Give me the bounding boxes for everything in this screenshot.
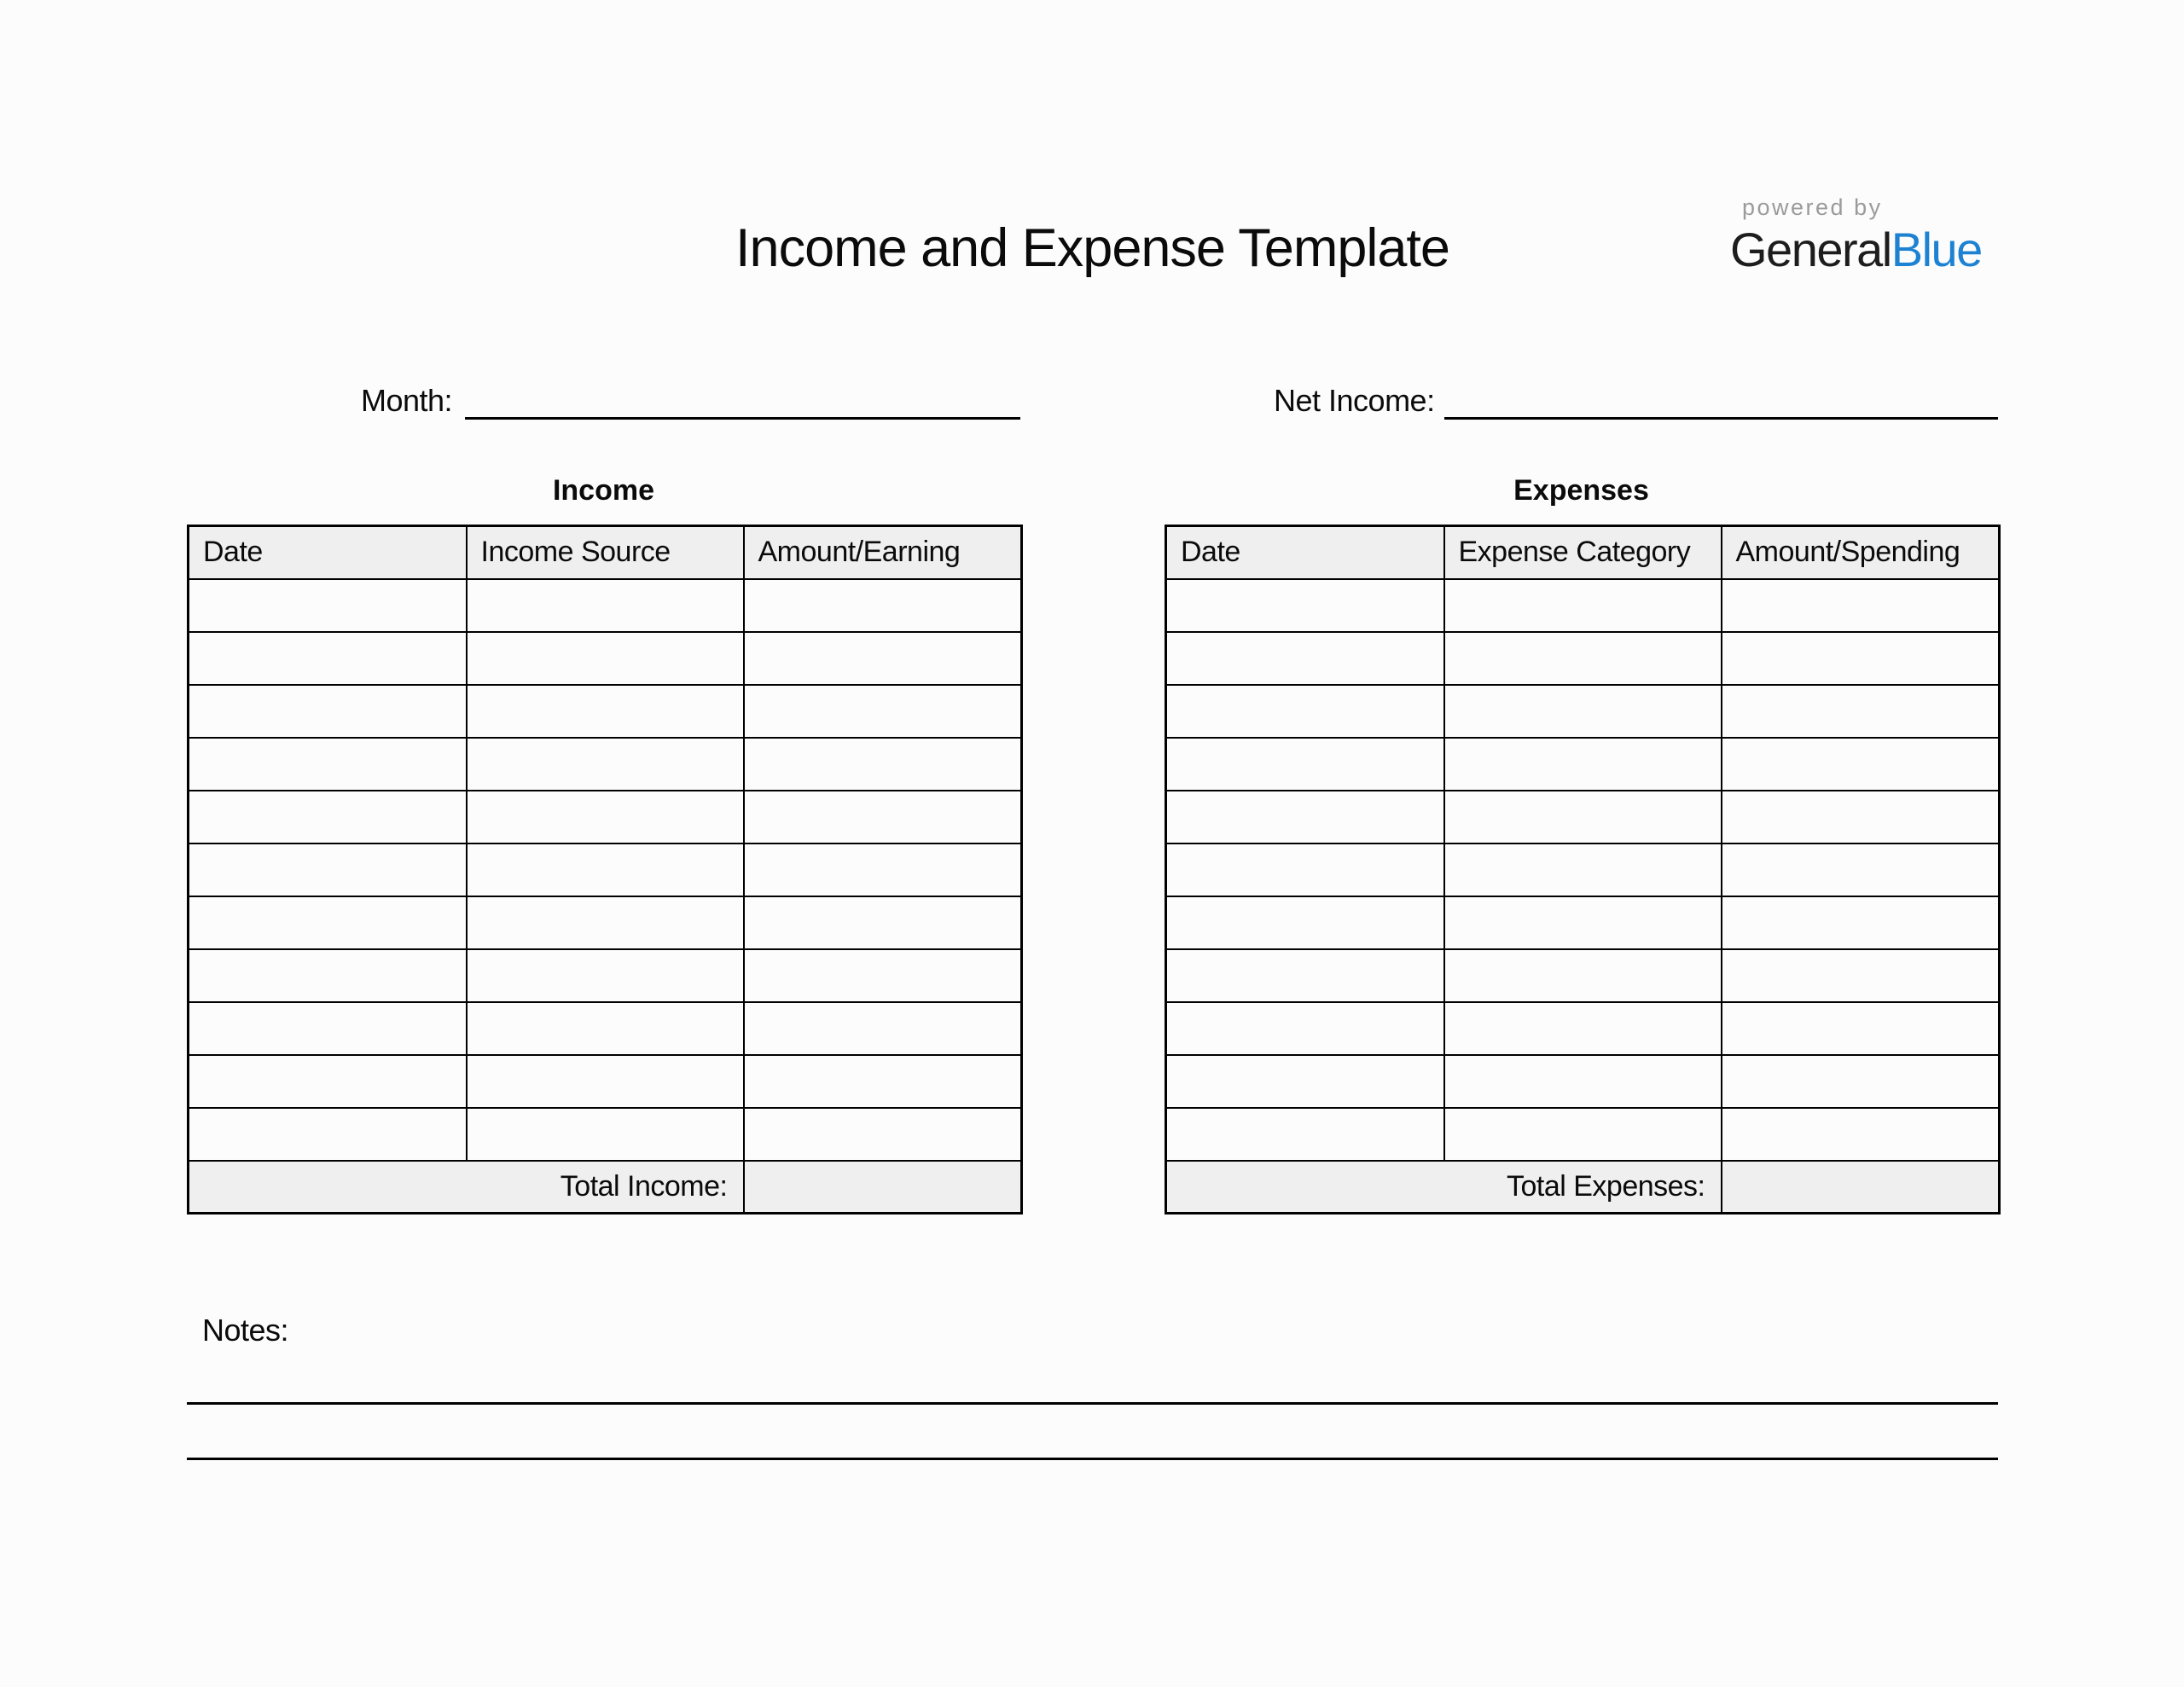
expenses-empty-cell-date [1166, 896, 1444, 949]
income-empty-row [189, 1055, 1022, 1108]
income-empty-cell-amount [744, 685, 1022, 738]
expenses-empty-cell-category [1444, 1002, 1722, 1055]
expenses-empty-cell-date [1166, 791, 1444, 844]
expenses-empty-cell-category [1444, 579, 1722, 632]
income-col-header-date: Date [189, 526, 467, 579]
net-income-fill-line [1444, 417, 1998, 420]
expenses-empty-cell-amount [1722, 579, 2000, 632]
income-empty-cell-date [189, 1055, 467, 1108]
income-empty-cell-source [467, 791, 744, 844]
powered-by-text: powered by [1742, 194, 1883, 220]
expenses-empty-row [1166, 632, 2000, 685]
income-empty-cell-amount [744, 579, 1022, 632]
income-empty-cell-source [467, 949, 744, 1002]
expenses-empty-cell-amount [1722, 632, 2000, 685]
income-empty-cell-amount [744, 896, 1022, 949]
income-empty-cell-date [189, 632, 467, 685]
expenses-empty-row [1166, 1002, 2000, 1055]
generalblue-logo [1730, 193, 2012, 276]
income-empty-cell-date [189, 949, 467, 1002]
expenses-empty-cell-date [1166, 949, 1444, 1002]
expenses-col-header-amount: Amount/Spending [1722, 526, 2000, 579]
page-title: Income and Expense Template [735, 218, 1449, 278]
expenses-empty-row [1166, 791, 2000, 844]
expenses-header-row [1166, 526, 2000, 579]
expenses-empty-cell-date [1166, 1055, 1444, 1108]
income-empty-cell-source [467, 579, 744, 632]
expenses-empty-cell-amount [1722, 896, 2000, 949]
income-empty-cell-date [189, 844, 467, 896]
income-empty-cell-date [189, 1002, 467, 1055]
expenses-empty-row [1166, 896, 2000, 949]
expenses-empty-cell-category [1444, 1055, 1722, 1108]
income-empty-cell-amount [744, 1002, 1022, 1055]
income-col-header-amount: Amount/Earning [744, 526, 1022, 579]
expenses-col-header-date: Date [1166, 526, 1444, 579]
expenses-empty-cell-amount [1722, 949, 2000, 1002]
expenses-empty-cell-amount [1722, 1055, 2000, 1108]
expenses-empty-cell-category [1444, 896, 1722, 949]
income-empty-row [189, 1108, 1022, 1161]
expenses-empty-row [1166, 685, 2000, 738]
net-income-label: Net Income: [1274, 383, 1435, 418]
expenses-empty-cell-category [1444, 738, 1722, 791]
expenses-empty-cell-category [1444, 632, 1722, 685]
income-table [187, 525, 1023, 1215]
expenses-empty-row [1166, 738, 2000, 791]
brand-wordmark [1730, 223, 2012, 276]
expenses-total-value-cell [1722, 1161, 2000, 1214]
income-empty-cell-date [189, 738, 467, 791]
income-empty-cell-source [467, 738, 744, 791]
expenses-empty-cell-date [1166, 1002, 1444, 1055]
income-empty-cell-amount [744, 844, 1022, 896]
income-header-row [189, 526, 1022, 579]
income-empty-row [189, 791, 1022, 844]
income-empty-row [189, 685, 1022, 738]
expenses-empty-cell-amount [1722, 791, 2000, 844]
expenses-empty-cell-amount [1722, 1002, 2000, 1055]
income-empty-cell-date [189, 791, 467, 844]
income-empty-row [189, 949, 1022, 1002]
expenses-table [1165, 525, 2001, 1215]
brand-general: General [1730, 223, 1891, 276]
expenses-empty-cell-amount [1722, 844, 2000, 896]
income-col-header-source: Income Source [467, 526, 744, 579]
income-empty-cell-date [189, 896, 467, 949]
income-empty-cell-amount [744, 738, 1022, 791]
expenses-empty-cell-category [1444, 1108, 1722, 1161]
income-empty-row [189, 579, 1022, 632]
expenses-empty-cell-date [1166, 844, 1444, 896]
notes-fill-line-1 [187, 1402, 1998, 1405]
income-empty-cell-amount [744, 1055, 1022, 1108]
income-total-value-cell [744, 1161, 1022, 1214]
month-label: Month: [361, 383, 453, 418]
income-empty-cell-source [467, 844, 744, 896]
expenses-section-heading: Expenses [1513, 474, 1649, 507]
income-empty-cell-source [467, 896, 744, 949]
expenses-empty-row [1166, 579, 2000, 632]
income-empty-cell-source [467, 1055, 744, 1108]
expenses-empty-cell-date [1166, 579, 1444, 632]
income-empty-cell-amount [744, 632, 1022, 685]
expenses-empty-row [1166, 844, 2000, 896]
expenses-empty-cell-date [1166, 738, 1444, 791]
expenses-empty-cell-amount [1722, 1108, 2000, 1161]
brand-blue: Blue [1891, 223, 1982, 276]
expenses-empty-row [1166, 949, 2000, 1002]
income-empty-cell-amount [744, 1108, 1022, 1161]
income-empty-row [189, 844, 1022, 896]
income-section-heading: Income [552, 474, 655, 507]
income-empty-row [189, 738, 1022, 791]
income-empty-row [189, 1002, 1022, 1055]
income-empty-cell-date [189, 1108, 467, 1161]
income-empty-cell-source [467, 1108, 744, 1161]
income-empty-cell-source [467, 1002, 744, 1055]
month-fill-line [465, 417, 1020, 420]
expenses-empty-cell-date [1166, 685, 1444, 738]
income-empty-cell-date [189, 579, 467, 632]
expenses-empty-row [1166, 1055, 2000, 1108]
expenses-total-label: Total Expenses: [1166, 1161, 1722, 1214]
expenses-empty-cell-date [1166, 632, 1444, 685]
expenses-col-header-category: Expense Category [1444, 526, 1722, 579]
expenses-empty-cell-amount [1722, 685, 2000, 738]
expenses-empty-row [1166, 1108, 2000, 1161]
income-empty-cell-amount [744, 949, 1022, 1002]
expenses-empty-cell-date [1166, 1108, 1444, 1161]
income-empty-cell-source [467, 685, 744, 738]
expenses-empty-cell-category [1444, 949, 1722, 1002]
expenses-empty-cell-amount [1722, 738, 2000, 791]
expenses-empty-cell-category [1444, 844, 1722, 896]
notes-fill-line-2 [187, 1458, 1998, 1460]
income-empty-cell-date [189, 685, 467, 738]
income-empty-row [189, 896, 1022, 949]
expenses-total-row [1166, 1161, 2000, 1214]
expenses-empty-cell-category [1444, 685, 1722, 738]
income-total-label: Total Income: [189, 1161, 744, 1214]
income-empty-row [189, 632, 1022, 685]
income-total-row [189, 1161, 1022, 1214]
income-empty-cell-source [467, 632, 744, 685]
income-empty-cell-amount [744, 791, 1022, 844]
notes-label: Notes: [202, 1313, 289, 1348]
expenses-empty-cell-category [1444, 791, 1722, 844]
